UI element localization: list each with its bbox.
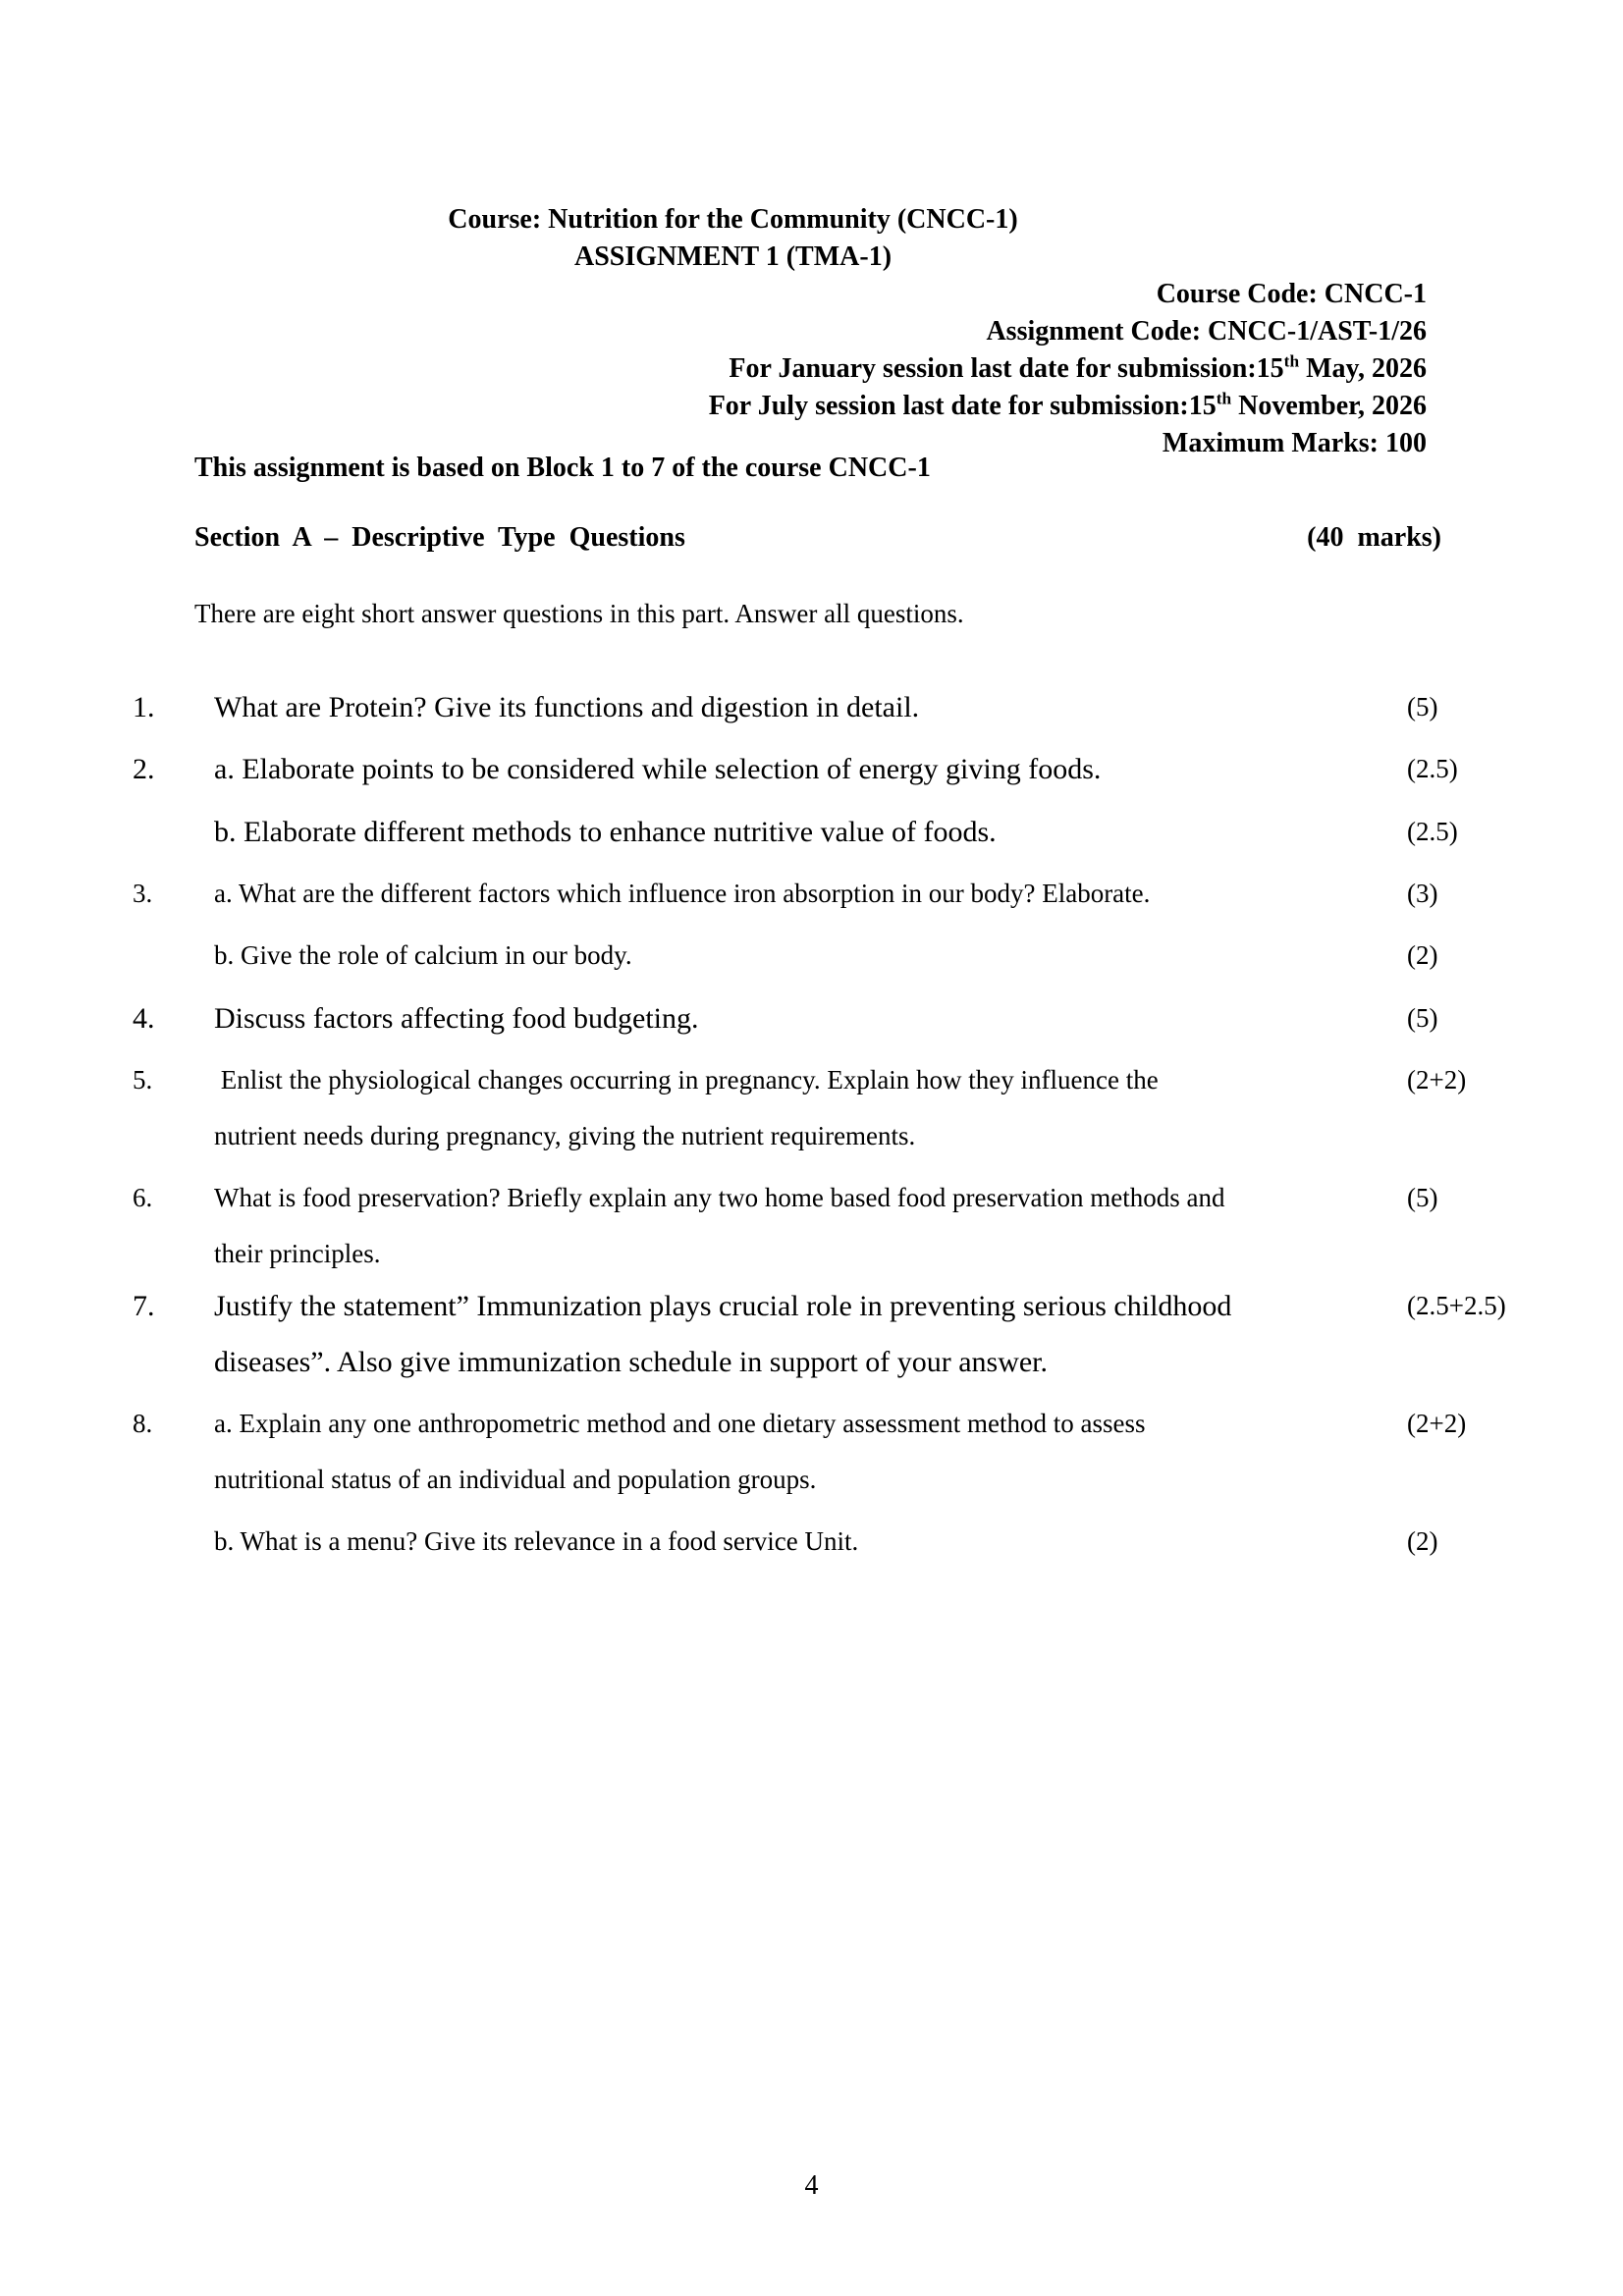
question-line: Justify the statement” Immunization plays crucial role in preventing serious childhood: [214, 1290, 1232, 1322]
question-text: [214, 866, 1407, 922]
question-line: b. Elaborate different methods to enhance nutritive value of foods.: [214, 816, 997, 848]
question-row: [133, 928, 1448, 984]
based-on-statement: This assignment is based on Block 1 to 7 of the course CNCC-1: [194, 453, 931, 483]
question-number: 7.: [133, 1290, 155, 1322]
question-marks: (5): [1407, 692, 1438, 721]
question-row: [133, 1514, 1448, 1570]
question-line: their principles.: [214, 1239, 381, 1268]
question-marks: (3): [1407, 879, 1438, 908]
assignment-code: Assignment Code: CNCC-1/AST-1/26: [986, 316, 1427, 347]
section-a-heading: [194, 519, 1441, 557]
january-deadline-text: For January session last date for submission:15: [729, 353, 1284, 384]
question-number: 8.: [133, 1409, 153, 1438]
question-line: b. What is a menu? Give its relevance in a food service Unit.: [214, 1526, 859, 1556]
question-text: [214, 1278, 1407, 1390]
question-number: 4.: [133, 1002, 155, 1035]
assignment-title: ASSIGNMENT 1 (TMA-1): [573, 241, 893, 272]
question-line: a. What are the different factors which influence iron absorption in our body? Elaborate.: [214, 879, 1151, 908]
question-text: [214, 1514, 1407, 1570]
question-line: nutrient needs during pregnancy, giving the nutrient requirements.: [214, 1121, 916, 1150]
question-number: [133, 804, 214, 860]
question-line: diseases”. Also give immunization schedule in support of your answer.: [214, 1346, 1049, 1378]
question-line: a. Elaborate points to be considered while selection of energy giving foods.: [214, 753, 1102, 785]
question-text: [214, 804, 1407, 860]
course-title: Course: Nutrition for the Community (CNCC-1): [448, 204, 1018, 235]
july-deadline-text: For July session last date for submission:15: [708, 391, 1217, 421]
question-number: 2.: [133, 753, 155, 785]
question-line: Discuss factors affecting food budgeting.: [214, 1002, 699, 1035]
question-line: nutritional status of an individual and population groups.: [214, 1465, 817, 1494]
question-text: [214, 928, 1407, 984]
question-number: 5.: [133, 1065, 153, 1095]
question-marks: (5): [1407, 1183, 1438, 1212]
question-row: [133, 990, 1448, 1046]
question-text: [214, 1396, 1407, 1508]
question-line: What is food preservation? Briefly explain any two home based food preservation methods and: [214, 1183, 1225, 1212]
course-code: Course Code: CNCC-1: [1156, 279, 1427, 309]
july-deadline: [39, 388, 1427, 425]
question-row: [133, 804, 1458, 860]
question-line: Enlist the physiological changes occurring in pregnancy. Explain how they influence the: [214, 1065, 1159, 1095]
question-row: [133, 1396, 1467, 1508]
question-marks: (2+2): [1407, 1065, 1467, 1095]
question-marks: (2+2): [1407, 1409, 1467, 1438]
question-marks: (2.5): [1407, 754, 1458, 783]
january-deadline-superscript: th: [1283, 351, 1300, 371]
july-deadline-superscript: th: [1216, 389, 1232, 408]
january-deadline: [39, 350, 1427, 388]
question-text: [214, 990, 1407, 1046]
question-marks: (5): [1407, 1003, 1438, 1033]
question-number: [133, 928, 214, 984]
january-deadline-rest: May, 2026: [1299, 353, 1427, 384]
question-row: [133, 1052, 1467, 1164]
maximum-marks: Maximum Marks: 100: [1162, 428, 1427, 458]
question-number: 1.: [133, 691, 155, 723]
question-row: [133, 866, 1448, 922]
question-line: a. Explain any one anthropometric method and one dietary assessment method to assess: [214, 1409, 1146, 1438]
question-marks: (2): [1407, 1526, 1438, 1556]
page-number: 4: [804, 2170, 819, 2201]
question-row: [133, 741, 1458, 797]
question-text: [214, 741, 1407, 797]
question-number: [133, 1514, 214, 1570]
question-row: [133, 1278, 1506, 1390]
question-number: 6.: [133, 1183, 153, 1212]
question-line: b. Give the role of calcium in our body.: [214, 940, 632, 970]
section-a-intro: There are eight short answer questions in this part. Answer all questions.: [194, 599, 964, 628]
question-marks: (2.5+2.5): [1407, 1291, 1506, 1320]
question-text: [214, 679, 1407, 735]
question-row: [133, 1170, 1448, 1282]
document-header: [39, 201, 1427, 462]
question-text: [214, 1170, 1407, 1282]
question-marks: (2): [1407, 940, 1438, 970]
section-a-marks: (40 marks): [1307, 522, 1441, 553]
question-row: [133, 679, 1448, 735]
question-line: What are Protein? Give its functions and digestion in detail.: [214, 691, 920, 723]
question-marks: (2.5): [1407, 817, 1458, 846]
question-number: 3.: [133, 879, 153, 908]
section-a-title: Section A – Descriptive Type Questions: [194, 522, 685, 553]
july-deadline-rest: November, 2026: [1231, 391, 1427, 421]
question-text: [214, 1052, 1407, 1164]
